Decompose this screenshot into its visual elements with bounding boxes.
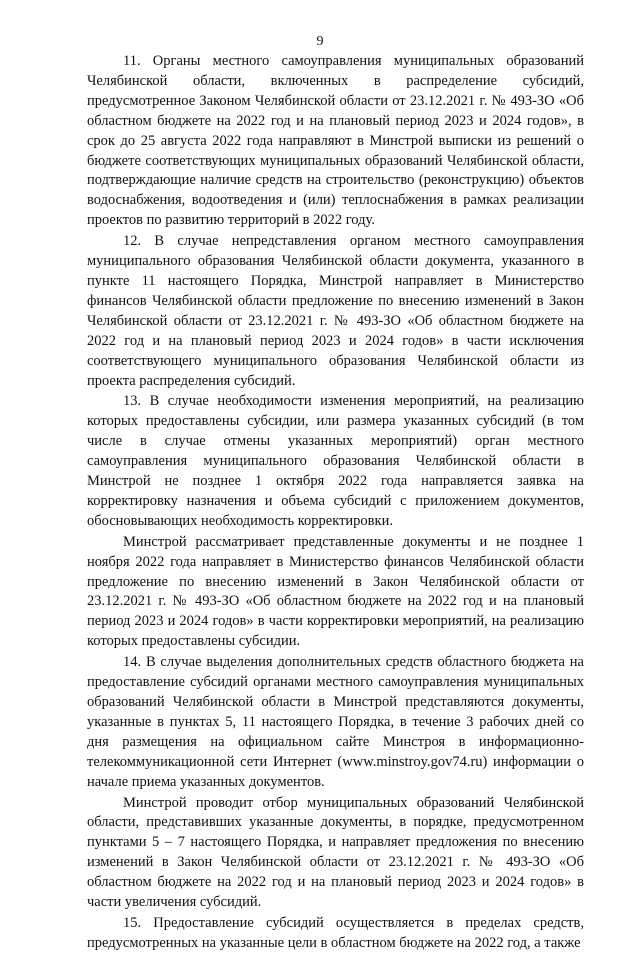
page-number: 9 — [316, 34, 324, 49]
paragraph-14-continued: Минстрой проводит отбор муниципальных образований Челябинской области, представивших указанные документы, в порядке, предусмотренном пунктами 5 – 7 настоящего Порядка, и направляет предложения по внесению изменений в Закон Челябинской области от 23.12.2021 г. № 493-ЗО «Об областном бюджете на 2022 год и на плановый период 2023 и 2024 годов» в части увеличения субсидий. — [87, 794, 584, 911]
paragraph-15: 15. Предоставление субсидий осуществляется в пределах средств, предусмотренных на указанные цели в областном бюджете на 2022 год, а также — [87, 914, 584, 951]
paragraph-11: 11. Органы местного самоуправления муниципальных образований Челябинской области, включенных в распределение субсидий, предусмотренное Законом Челябинской области от 23.12.2021 г. № 493-ЗО «Об областном бюджете на 2022 год и на плановый период 2023 и 2024 годов», в срок до 25 августа 2022 года направляют в Минстрой выписки из решений о бюджете соответствующих муниципальных образований Челябинской области, подтверждающие наличие средств на строительство (реконструкцию) объектов водоснабжения, водоотведения и (или) теплоснабжения в рамках реализации проектов по развитию территорий в 2022 году. — [87, 53, 584, 229]
paragraph-13-continued: Минстрой рассматривает представленные документы и не позднее 1 ноября 2022 года направляет в Министерство финансов Челябинской области предложение по внесению изменений в Закон Челябинской области от 23.12.2021 г. № 493-ЗО «Об областном бюджете на 2022 год и на плановый период 2023 и 2024 годов» в части корректировки мероприятий, на реализацию которых предоставлены субсидии. — [87, 533, 584, 650]
paragraph-14: 14. В случае выделения дополнительных средств областного бюджета на предоставление субсидий органами местного самоуправления муниципальных образований Челябинской области в Минстрой представляются документы, указанные в пунктах 5, 11 настоящего Порядка, в течение 3 рабочих дней со дня размещения на официальном сайте Минстроя в информационно-телекоммуникационной сети Интернет (www.minstroy.gov74.ru) информации о начале приема указанных документов. — [87, 654, 584, 790]
paragraph-12: 12. В случае непредставления органом местного самоуправления муниципального образования Челябинской области документа, указанного в пункте 11 настоящего Порядка, Минстрой направляет в Министерство финансов Челябинской области предложение по внесению изменений в Закон Челябинской области от 23.12.2021 г. № 493-ЗО «Об областном бюджете на 2022 год и на плановый период 2023 и 2024 годов» в части исключения соответствующего муниципального образования Челябинской области из проекта распределения субсидий. — [87, 233, 584, 389]
paragraph-13: 13. В случае необходимости изменения мероприятий, на реализацию которых предоставлены субсидии, или размера указанных субсидий (в том числе в случае отмены указанных мероприятий) орган местного самоуправления муниципального образования Челябинской области в Минстрой не позднее 1 октября 2022 года направляется заявка на корректировку назначения и объема субсидий с приложением документов, обосновывающих необходимость корректировки. — [87, 393, 584, 529]
document-body — [87, 52, 584, 955]
